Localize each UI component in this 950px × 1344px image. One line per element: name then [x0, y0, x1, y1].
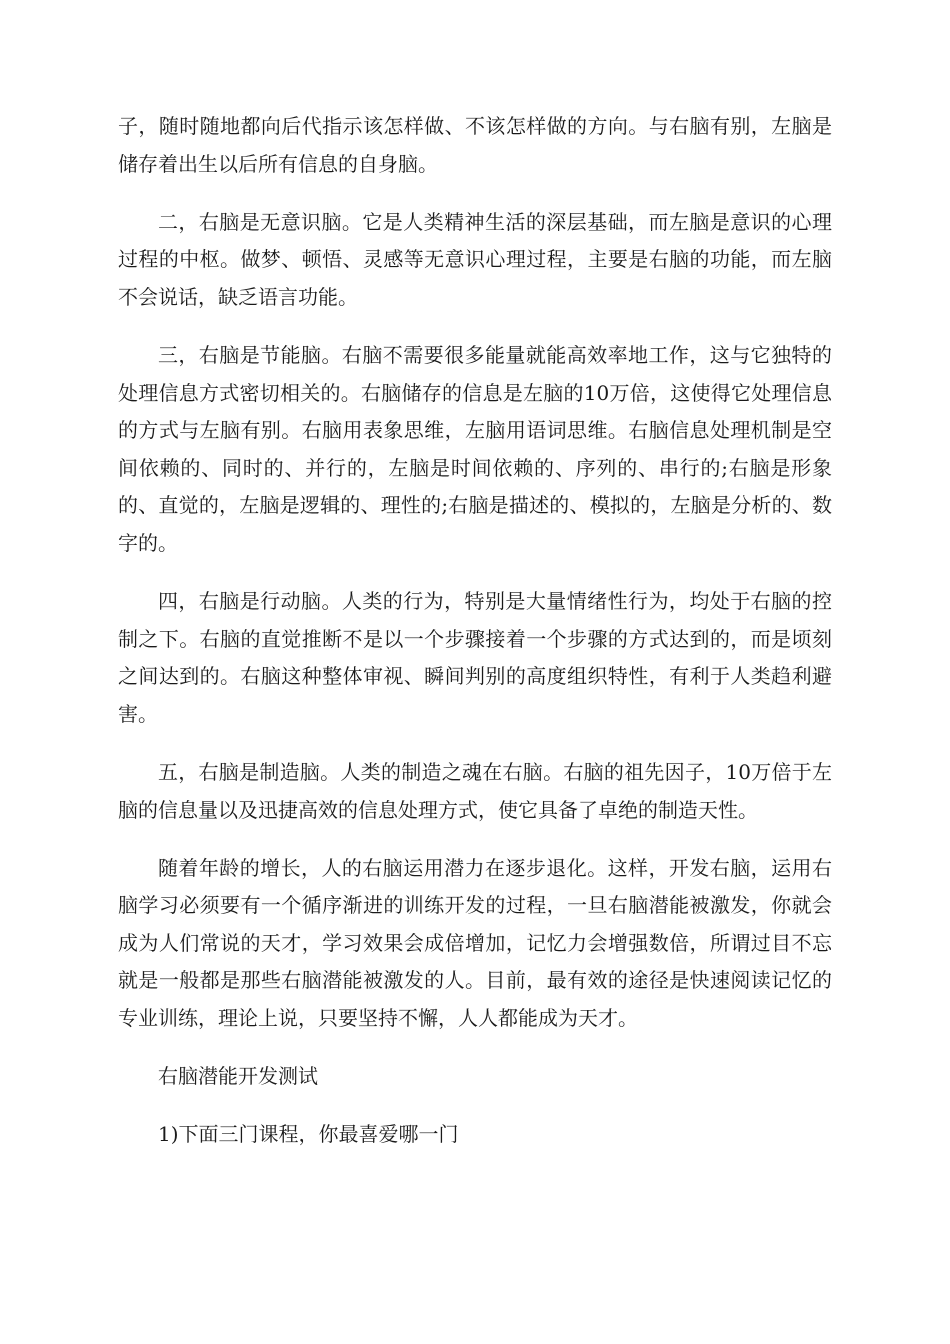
section-heading-test: 右脑潜能开发测试 — [158, 1064, 318, 1089]
paragraph-creation-brain: 五，右脑是制造脑。人类的制造之魂在右脑。右脑的祖先因子，10万倍于左脑的信息量以及迅捷高效的信息处理方式，使它具备了卓绝的制造天性。 — [118, 759, 832, 822]
paragraph-age-decline: 随着年龄的增长，人的右脑运用潜力在逐步退化。这样，开发右脑，运用右脑学习必须要有一个循序渐进的训练开发的过程，一旦右脑潜能被激发，你就会成为人们常说的天才，学习效果会成倍增加，记忆力会增强数倍，所谓过目不忘就是一般都是那些右脑潜能被激发的人。目前，最有效的途径是快速阅读记忆的专业训练，理论上说，只要坚持不懈，人人都能成为天才。 — [118, 855, 832, 1030]
paragraph-unconscious-brain: 二，右脑是无意识脑。它是人类精神生活的深层基础，而左脑是意识的心理过程的中枢。做梦、顿悟、灵感等无意识心理过程，主要是右脑的功能，而左脑不会说话，缺乏语言功能。 — [118, 209, 832, 309]
paragraph-continuation: 子，随时随地都向后代指示该怎样做、不该怎样做的方向。与右脑有别，左脑是储存着出生以后所有信息的自身脑。 — [118, 114, 832, 176]
paragraph-action-brain: 四，右脑是行动脑。人类的行为，特别是大量情绪性行为，均处于右脑的控制之下。右脑的直觉推断不是以一个步骤接着一个步骤的方式达到的，而是顷刻之间达到的。右脑这种整体审视、瞬间判别的高度组织特性，有利于人类趋利避害。 — [118, 589, 832, 726]
paragraph-energy-saving-brain: 三，右脑是节能脑。右脑不需要很多能量就能高效率地工作，这与它独特的处理信息方式密切相关的。右脑储存的信息是左脑的10万倍，这使得它处理信息的方式与左脑有别。右脑用表象思维，左脑用语词思维。右脑信息处理机制是空间依赖的、同时的、并行的，左脑是时间依赖的、序列的、串行的;右脑是形象的、直觉的，左脑是逻辑的、理性的;右脑是描述的、模拟的，左脑是分析的、数字的。 — [118, 342, 832, 555]
question-item-1: 1)下面三门课程，你最喜爱哪一门 — [158, 1122, 459, 1147]
document-body — [118, 108, 832, 1174]
